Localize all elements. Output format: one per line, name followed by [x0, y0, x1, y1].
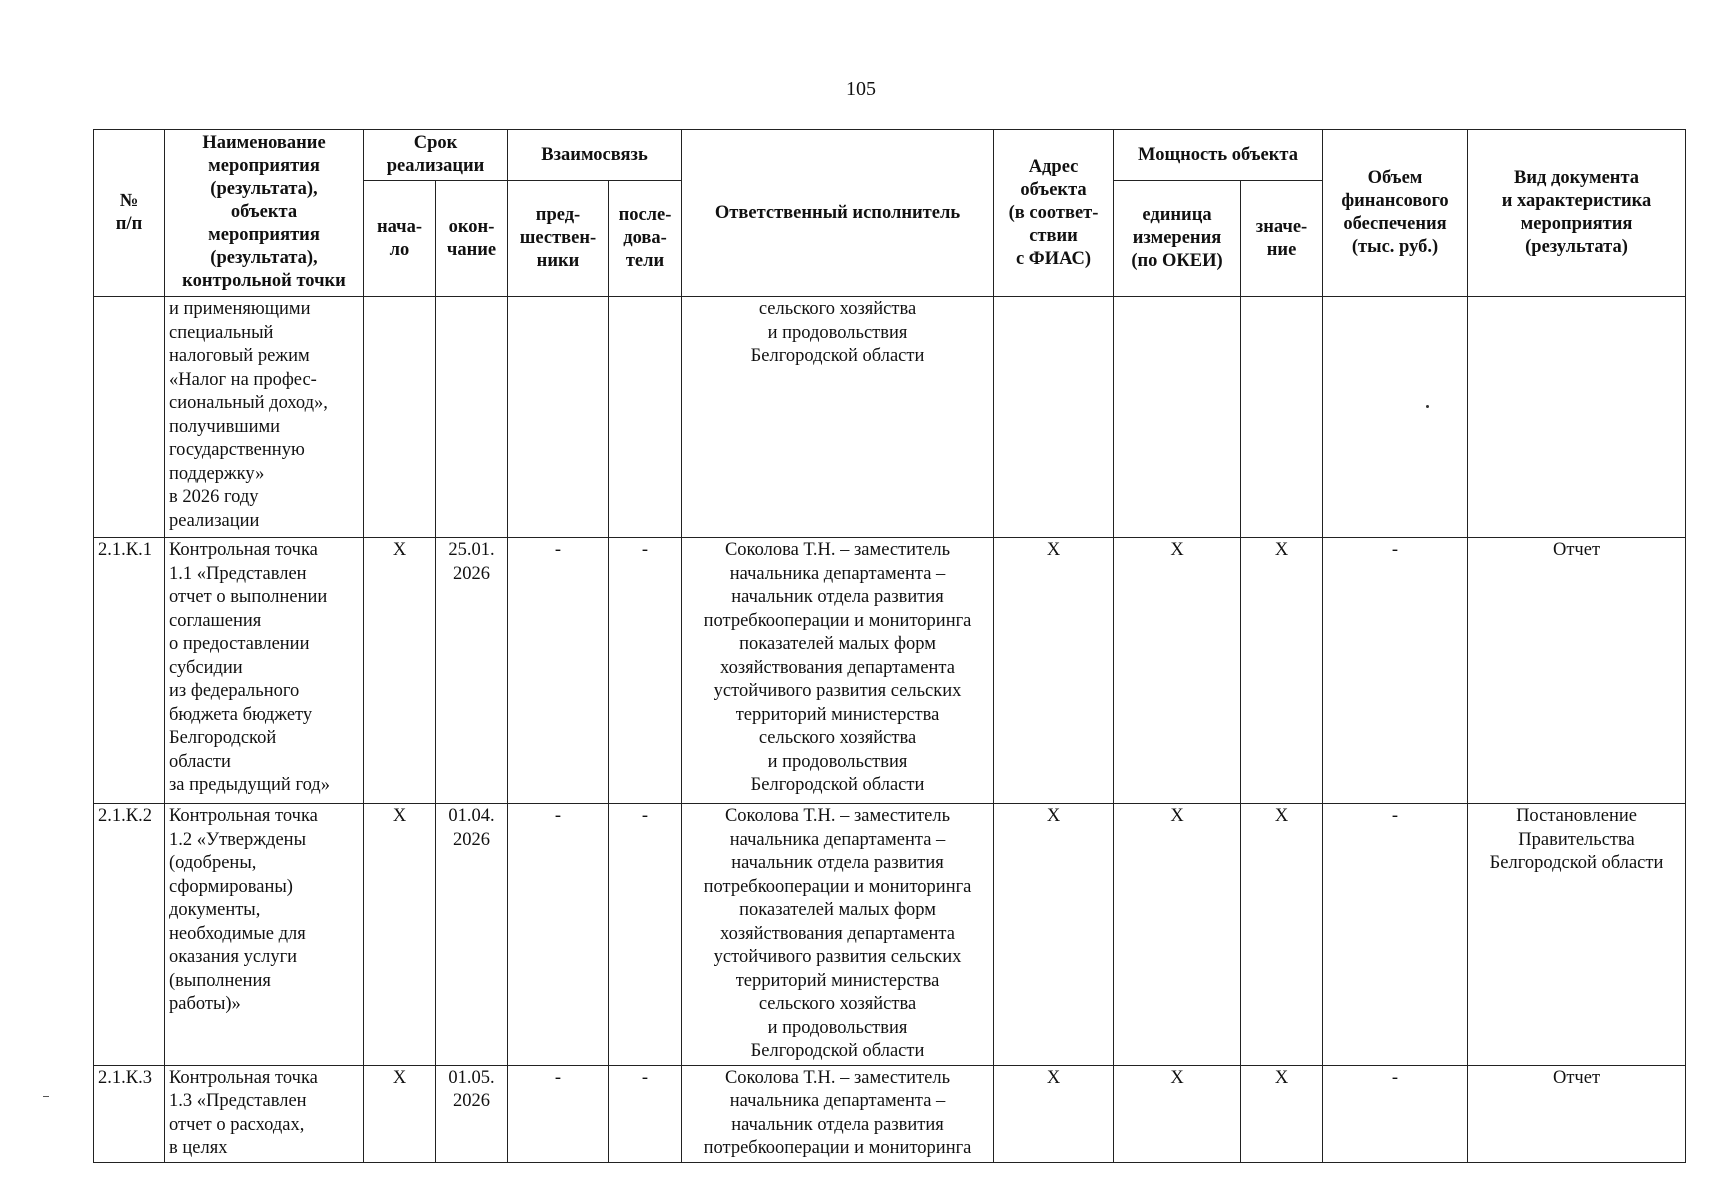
row-num: 2.1.К.1 — [94, 538, 165, 804]
header-capacity-value: значе- ние — [1241, 181, 1323, 297]
row-prev: - — [508, 1065, 609, 1162]
row-start: Х — [364, 804, 436, 1066]
row-start: Х — [364, 1065, 436, 1162]
row-prev: - — [508, 804, 609, 1066]
row-start: Х — [364, 538, 436, 804]
row-next: - — [609, 538, 682, 804]
header-period-start: нача- ло — [364, 181, 436, 297]
row-unit — [1114, 297, 1241, 538]
row-finance: - — [1323, 804, 1468, 1066]
row-responsible: Соколова Т.Н. – заместитель начальника департамента – начальник отдела развития потребкооперации и мониторинга — [682, 1065, 994, 1162]
header-link-prev: пред- шествен- ники — [508, 181, 609, 297]
header-link: Взаимосвязь — [508, 130, 682, 181]
header-responsible: Ответственный исполнитель — [682, 130, 994, 297]
table-row — [94, 297, 1686, 538]
header-doc-type: Вид документа и характеристика мероприятия (результата) — [1468, 130, 1686, 297]
row-prev — [508, 297, 609, 538]
row-name: Контрольная точка 1.2 «Утверждены (одобрены, сформированы) документы, необходимые для оказания услуги (выполнения работы)» — [165, 804, 364, 1066]
row-name: Контрольная точка 1.3 «Представлен отчет о расходах, в целях — [165, 1065, 364, 1162]
row-end — [436, 297, 508, 538]
row-next: - — [609, 1065, 682, 1162]
row-name: Контрольная точка 1.1 «Представлен отчет о выполнении соглашения о предоставлении субсидии из федерального бюджета бюджету Белгородской области за предыдущий год» — [165, 538, 364, 804]
row-address — [994, 297, 1114, 538]
row-num: 2.1.К.2 — [94, 804, 165, 1066]
page-number: 105 — [846, 78, 876, 100]
row-value — [1241, 297, 1323, 538]
row-num: 2.1.К.3 — [94, 1065, 165, 1162]
row-doc: Отчет — [1468, 1065, 1686, 1162]
row-end: 25.01. 2026 — [436, 538, 508, 804]
row-responsible: Соколова Т.Н. – заместитель начальника департамента – начальник отдела развития потребкооперации и мониторинга показателей малых форм хозяйствования департамента устойчивого развития сельских территорий министерства сельского хозяйства и продовольствия Белгородской области — [682, 538, 994, 804]
row-address: Х — [994, 804, 1114, 1066]
row-name: и применяющими специальный налоговый режим «Налог на профес- сиональный доход», получившими государственную поддержку» в 2026 году реализации — [165, 297, 364, 538]
header-capacity: Мощность объекта — [1114, 130, 1323, 181]
row-unit: Х — [1114, 804, 1241, 1066]
header-period-end: окон- чание — [436, 181, 508, 297]
header-period: Срок реализации — [364, 130, 508, 181]
events-table — [93, 129, 1686, 1163]
row-value: Х — [1241, 538, 1323, 804]
header-address: Адрес объекта (в соответ- ствии с ФИАС) — [994, 130, 1114, 297]
table-row — [94, 804, 1686, 1066]
scan-speck — [43, 1096, 49, 1097]
row-finance — [1323, 297, 1468, 538]
row-address: Х — [994, 1065, 1114, 1162]
header-name: Наименование мероприятия (результата), объекта мероприятия (результата), контрольной точки — [165, 130, 364, 297]
row-prev: - — [508, 538, 609, 804]
row-responsible: Соколова Т.Н. – заместитель начальника департамента – начальник отдела развития потребкооперации и мониторинга показателей малых форм хозяйствования департамента устойчивого развития сельских территорий министерства сельского хозяйства и продовольствия Белгородской области — [682, 804, 994, 1066]
row-value: Х — [1241, 1065, 1323, 1162]
row-end: 01.04. 2026 — [436, 804, 508, 1066]
table-row — [94, 1065, 1686, 1162]
row-next: - — [609, 804, 682, 1066]
table-row — [94, 538, 1686, 804]
row-finance: - — [1323, 538, 1468, 804]
row-start — [364, 297, 436, 538]
row-responsible: сельского хозяйства и продовольствия Белгородской области — [682, 297, 994, 538]
header-capacity-unit: единица измерения (по ОКЕИ) — [1114, 181, 1241, 297]
row-num — [94, 297, 165, 538]
scan-speck — [1426, 405, 1429, 408]
row-end: 01.05. 2026 — [436, 1065, 508, 1162]
header-link-next: после- дова- тели — [609, 181, 682, 297]
row-doc: Постановление Правительства Белгородской области — [1468, 804, 1686, 1066]
header-num: № п/п — [94, 130, 165, 297]
row-unit: Х — [1114, 1065, 1241, 1162]
row-doc: Отчет — [1468, 538, 1686, 804]
row-value: Х — [1241, 804, 1323, 1066]
header-finance: Объем финансового обеспечения (тыс. руб.) — [1323, 130, 1468, 297]
row-next — [609, 297, 682, 538]
row-doc — [1468, 297, 1686, 538]
row-finance: - — [1323, 1065, 1468, 1162]
row-address: Х — [994, 538, 1114, 804]
row-unit: Х — [1114, 538, 1241, 804]
